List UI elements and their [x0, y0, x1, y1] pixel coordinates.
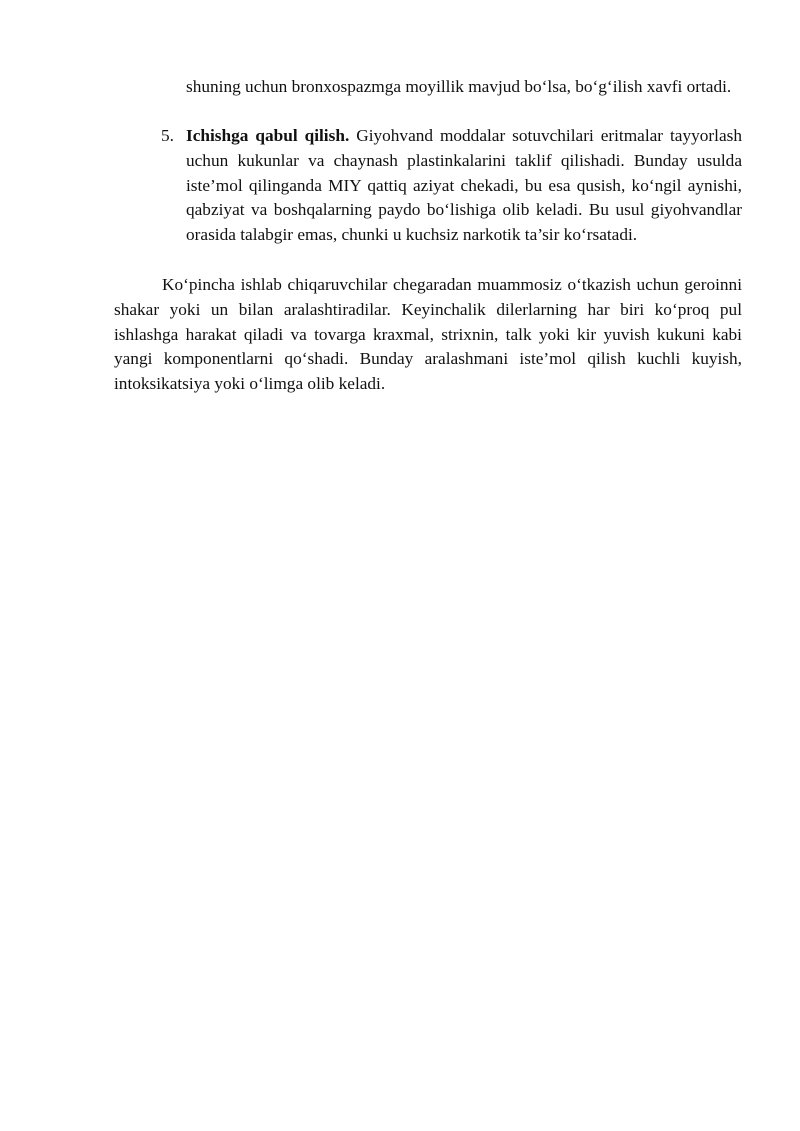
list-item-text: Giyohvand moddalar sotuvchilari eritmalar tayyorlash uchun kukunlar va chaynash plastinkalarini taklif qilishadi. Bunday usulda iste’mol qilinganda MIY qattiq aziyat chekadi, bu esa qusish, ko‘ngil aynishi, qabziyat va boshqalarning paydo bo‘lishiga olib keladi. Bu usul giyohvandlar orasida talabgir emas, chunki u kuchsiz narkotik ta’sir ko‘rsatadi.	[186, 126, 742, 245]
body-paragraph: Ko‘pincha ishlab chiqaruvchilar chegaradan muammosiz o‘tkazish uchun geroinni shakar yoki un bilan aralashtiradilar. Keyinchalik dilerlarning har biri ko‘proq pul ishlashga harakat qiladi va tovarga kraxmal, strixnin, talk yoki kir yuvish kukuni kabi yangi komponentlarni qo‘shadi. Bunday aralashmani iste’mol qilish kuchli kuyish, intoksikatsiya yoki o‘limga olib keladi.	[114, 275, 742, 394]
continuation-text: shuning uchun bronxospazmga moyillik mavjud bo‘lsa, bo‘g‘ilish xavfi ortadi.	[186, 77, 732, 96]
list-item-continuation	[186, 75, 742, 100]
list-item-5	[161, 124, 742, 248]
list-item-heading: Ichishga qabul qilish.	[186, 126, 350, 145]
list-item-number: 5.	[161, 126, 174, 145]
